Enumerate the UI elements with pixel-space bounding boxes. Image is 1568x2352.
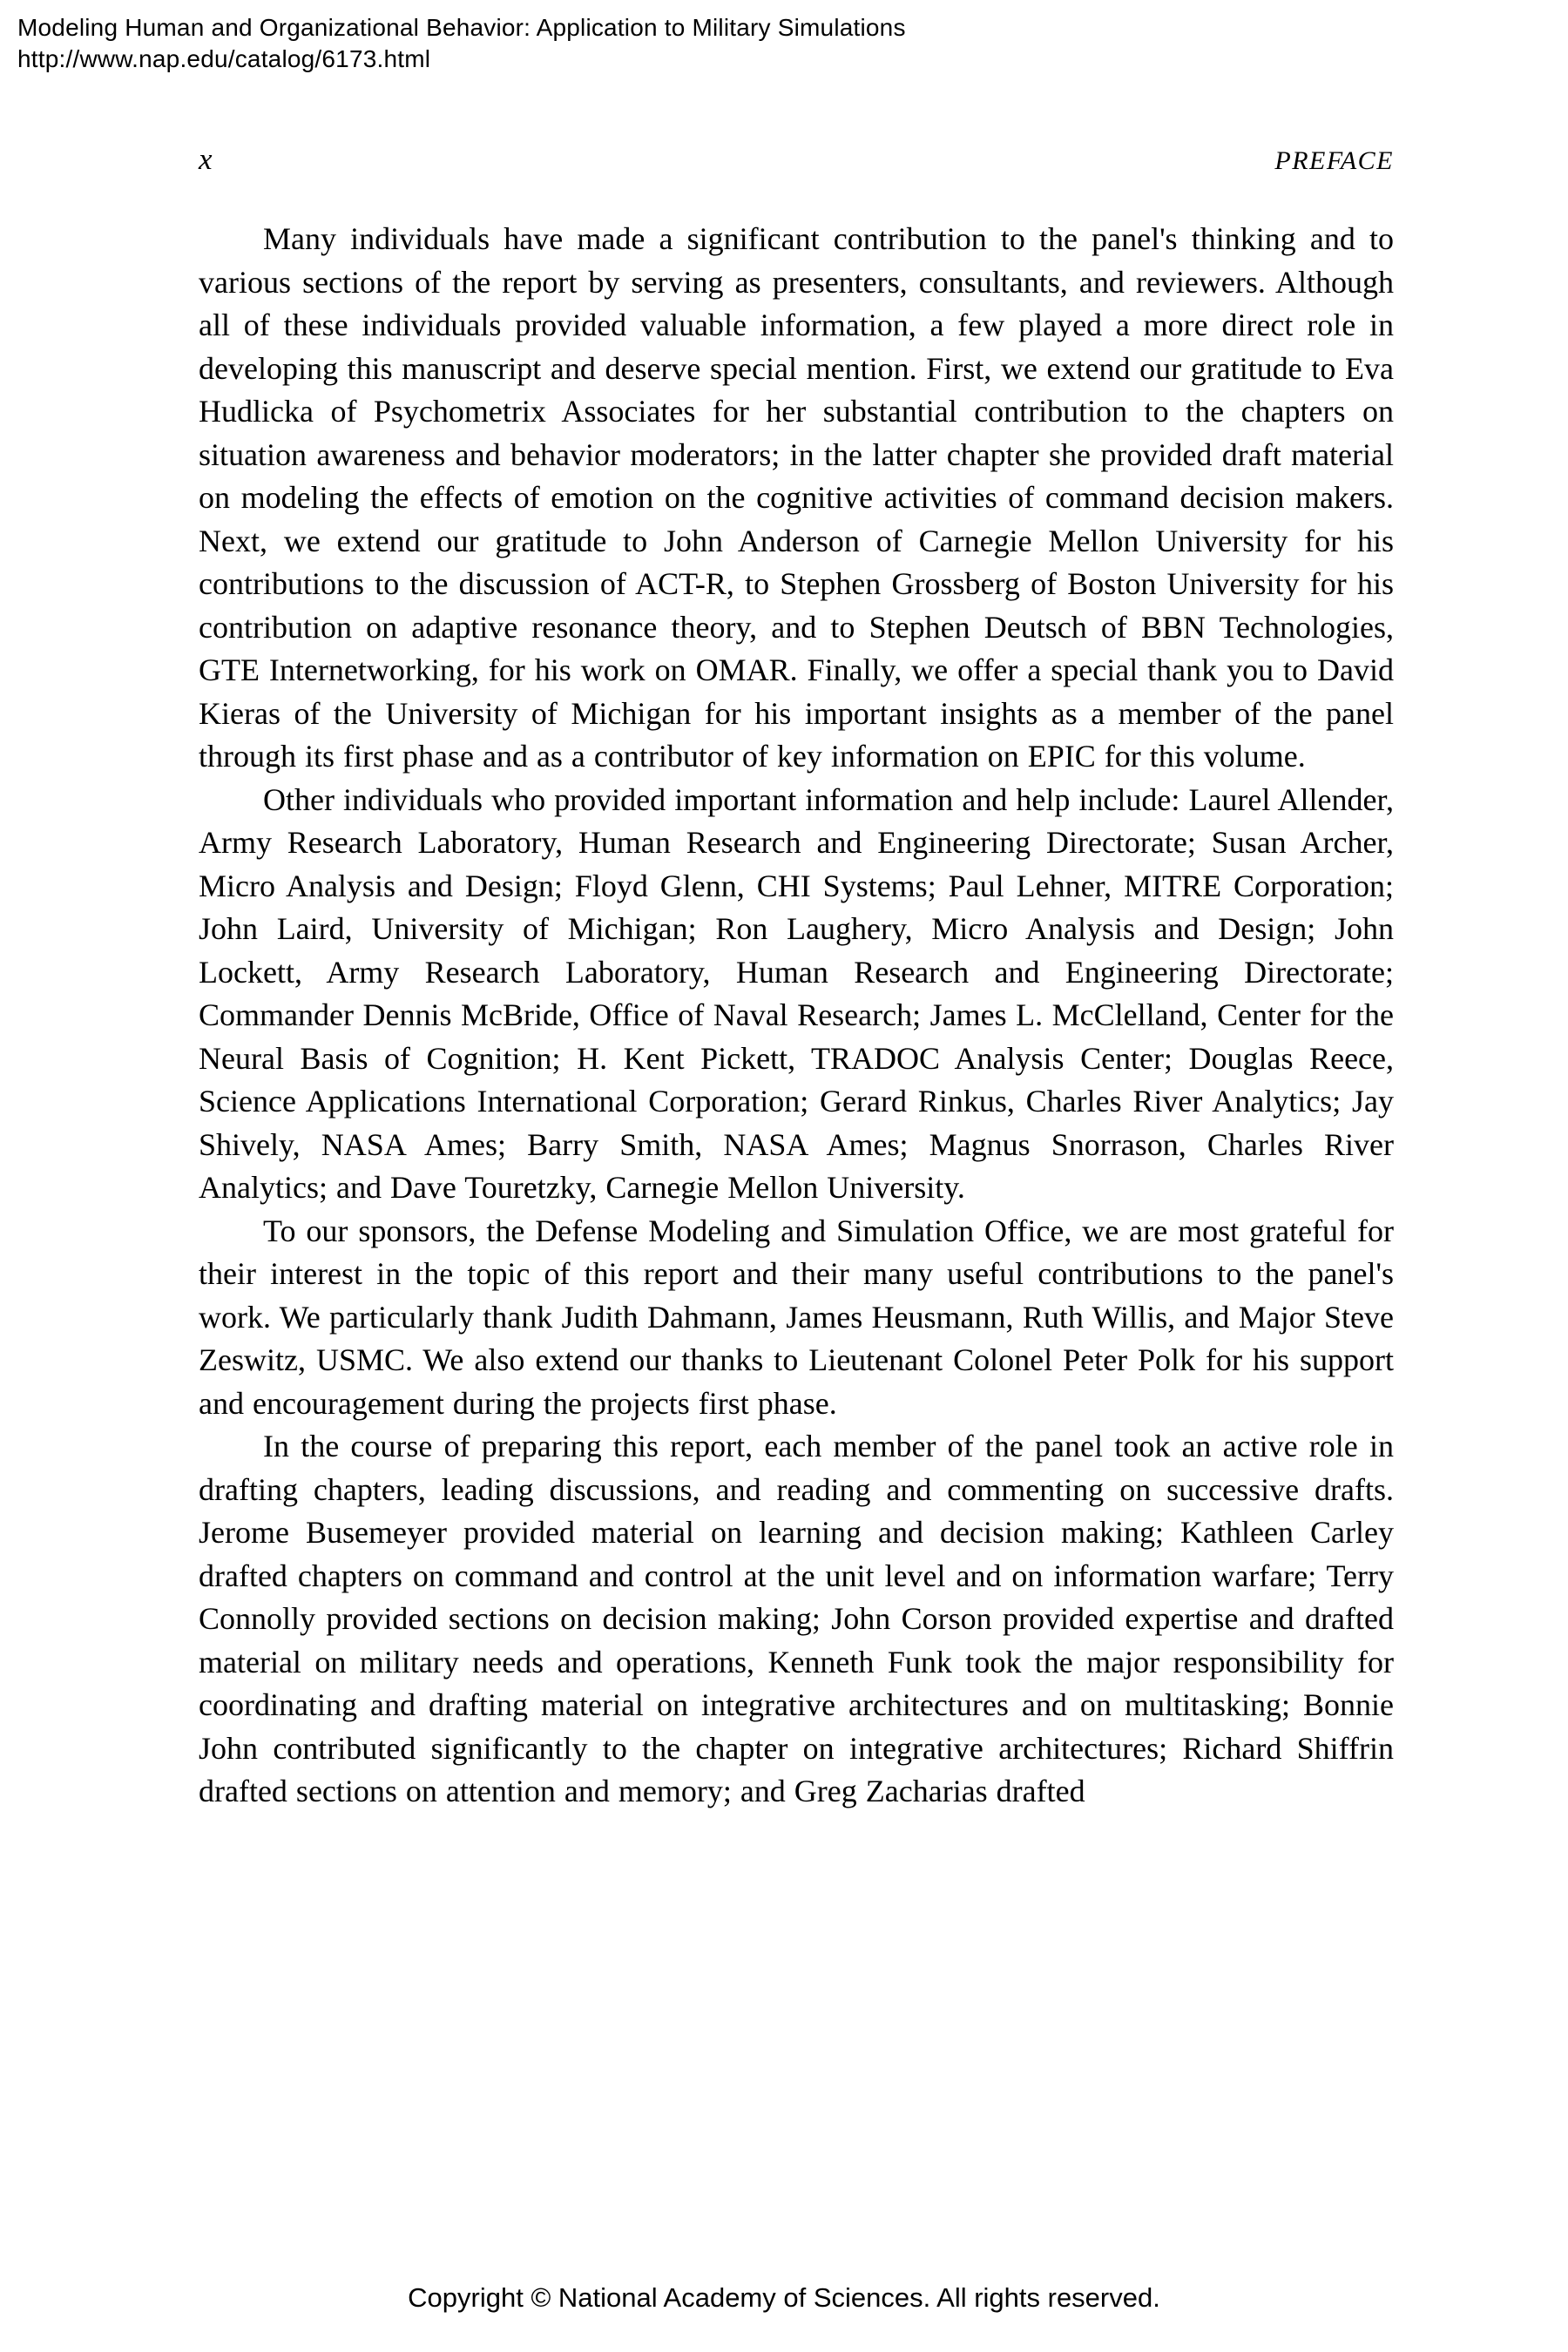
document-url[interactable]: http://www.nap.edu/catalog/6173.html: [17, 45, 431, 72]
paragraph-sponsors: To our sponsors, the Defense Modeling and Simulation Office, we are most grateful for their interest in the topic of this report and their many useful contributions to the panel's work. We particularly thank Judith Dahmann, James Heusmann, Ruth Willis, and Major Steve Zeswitz, USMC. We also extend our thanks to Lieutenant Colonel Peter Polk for his support and encouragement during the projects first phase.: [199, 1213, 1394, 1421]
document-header: [17, 12, 906, 75]
copyright-footer: Copyright © National Academy of Sciences. All rights reserved.: [408, 2282, 1160, 2313]
paragraph-acknowledgments: Many individuals have made a significant contribution to the panel's thinking and to various sections of the report by serving as presenters, consultants, and reviewers. Although all of these individuals provided valuable information, a few played a more direct role in developing this manuscript and deserve special mention. First, we extend our gratitude to Eva Hudlicka of Psychometrix Associates for her substantial contribution to the chapters on situation awareness and behavior moderators; in the latter chapter she provided draft material on modeling the effects of emotion on the cognitive activities of command decision makers. Next, we extend our gratitude to John Anderson of Carnegie Mellon University for his contributions to the discussion of ACT-R, to Stephen Grossberg of Boston University for his contribution on adaptive resonance theory, and to Stephen Deutsch of BBN Technologies, GTE Internetworking, for his work on OMAR. Finally, we offer a special thank you to David Kieras of the University of Michigan for his important insights as a member of the panel through its first phase and as a contributor of key information on EPIC for this volume.: [199, 221, 1394, 774]
document-title: Modeling Human and Organizational Behavior: Application to Military Simulations: [17, 14, 906, 41]
paragraph-other-individuals: Other individuals who provided important information and help include: Laurel Allender, Army Research Laboratory, Human Research and Engineering Directorate; Susan Archer, Micro Analysis and Design; Floyd Glenn, CHI Systems; Paul Lehner, MITRE Corporation; John Laird, University of Michigan; Ron Laughery, Micro Analysis and Design; John Lockett, Army Research Laboratory, Human Research and Engineering Directorate; Commander Dennis McBride, Office of Naval Research; James L. McClelland, Center for the Neural Basis of Cognition; H. Kent Pickett, TRADOC Analysis Center; Douglas Reece, Science Applications International Corporation; Gerard Rinkus, Charles River Analytics; Jay Shively, NASA Ames; Barry Smith, NASA Ames; Magnus Snorrason, Charles River Analytics; and Dave Touretzky, Carnegie Mellon University.: [199, 781, 1394, 1205]
body-text: [199, 218, 1394, 1814]
running-head-preface: PREFACE: [1274, 146, 1394, 175]
page-number: x: [199, 142, 213, 176]
running-header: [199, 142, 1394, 177]
paragraph-panel-members: In the course of preparing this report, each member of the panel took an active role in drafting chapters, leading discussions, and reading and commenting on successive drafts. Jerome Busemeyer provided material on learning and decision making; Kathleen Carley drafted chapters on command and control at the unit level and on information warfare; Terry Connolly provided sections on decision making; John Corson provided expertise and drafted material on military needs and operations, Kenneth Funk took the major responsibility for coordinating and drafting material on integrative architectures and on multitasking; Bonnie John contributed significantly to the chapter on integrative architectures; Richard Shiffrin drafted sections on attention and memory; and Greg Zacharias drafted: [199, 1429, 1394, 1808]
